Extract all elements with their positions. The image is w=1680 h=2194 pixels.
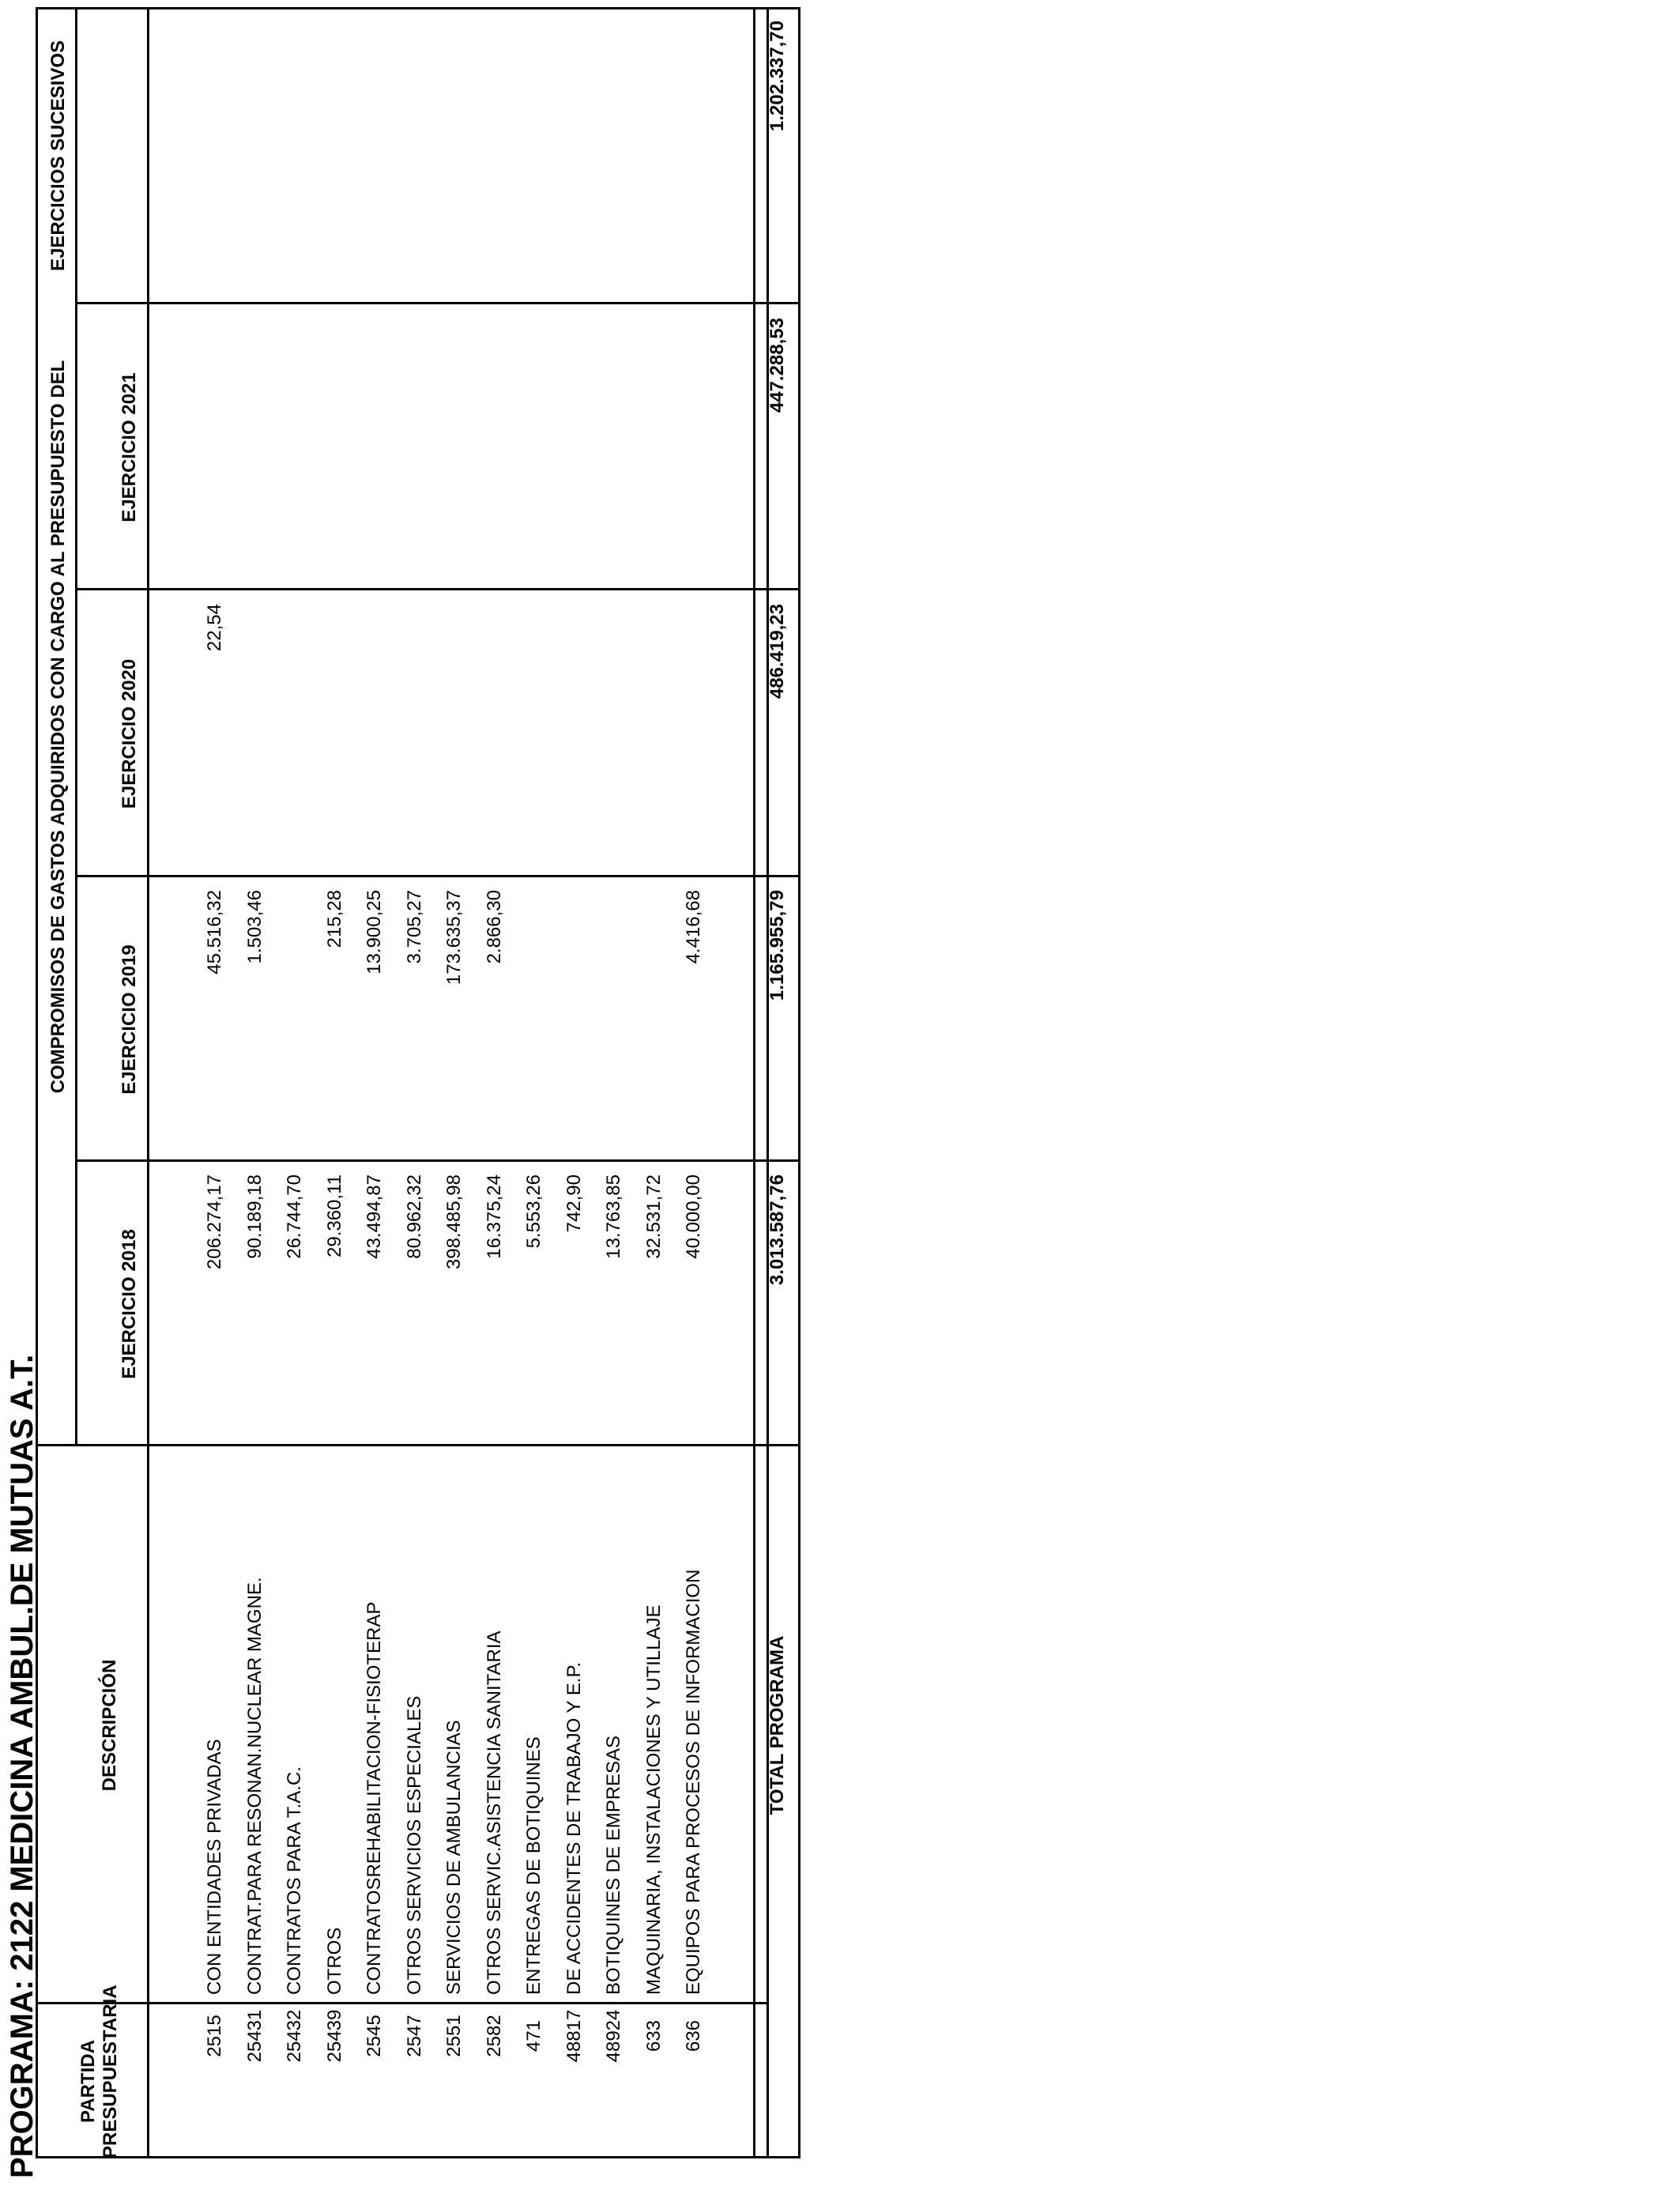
value-2019: 3.705,27	[404, 890, 425, 964]
partida-code: 471	[523, 2019, 544, 2053]
description: CONTRATOS PARA T.A.C.	[284, 1766, 305, 1995]
header-descripcion: DESCRIPCIÓN	[99, 1659, 120, 1792]
total-label: TOTAL PROGRAMA	[767, 1635, 788, 1815]
value-2018: 29.360,11	[324, 1174, 345, 1257]
description: DE ACCIDENTES DE TRABAJO Y E.P.	[563, 1661, 585, 1995]
description: CONTRAT.PARA RESONAN.NUCLEAR MAGNE.	[244, 1577, 266, 1995]
partida-code: 2582	[484, 2015, 505, 2057]
partida-code: 25439	[324, 2009, 345, 2063]
total-2020: 486.419,23	[767, 604, 788, 699]
partida-code: 25432	[284, 2009, 305, 2063]
value-2018: 742,90	[563, 1174, 585, 1233]
total-2019: 1.165.955,79	[767, 890, 788, 1001]
value-2018: 32.531,72	[643, 1174, 665, 1259]
value-2018: 13.763,85	[603, 1174, 624, 1259]
header-compromisos: COMPROMISOS DE GASTOS ADQUIRIDOS CON CARGO AL PRESUPUESTO DEL	[47, 360, 69, 1094]
header-2018: EJERCICIO 2018	[119, 1229, 140, 1379]
value-2019: 173.635,37	[443, 890, 465, 986]
value-2018: 90.189,18	[244, 1174, 266, 1259]
partida-code: 2547	[404, 2015, 425, 2057]
partida-code: 48924	[603, 2009, 624, 2063]
value-2019: 45.516,32	[204, 890, 225, 974]
partida-code: 2551	[443, 2015, 465, 2057]
description: EQUIPOS PARA PROCESOS DE INFORMACION	[683, 1569, 704, 1995]
description: ENTREGAS DE BOTIQUINES	[523, 1736, 544, 1995]
description: CON ENTIDADES PRIVADAS	[204, 1739, 225, 1995]
value-2018: 43.494,87	[363, 1174, 385, 1259]
partida-code: 48817	[563, 2009, 585, 2063]
description: OTROS SERVICIOS ESPECIALES	[404, 1695, 425, 1995]
value-2018: 206.274,17	[204, 1174, 225, 1270]
description: MAQUINARIA, INSTALACIONES Y UTILLAJE	[643, 1604, 665, 1995]
total-2021: 447.288,53	[767, 318, 788, 413]
partida-code: 2545	[363, 2015, 385, 2057]
value-2018: 398.485,98	[443, 1174, 465, 1270]
description: CONTRATOSREHABILITACION-FISIOTERAP	[363, 1601, 385, 1995]
value-2020: 22,54	[204, 604, 225, 652]
value-2019: 4.416,68	[683, 890, 704, 964]
value-2019: 1.503,46	[244, 890, 266, 964]
description: SERVICIOS DE AMBULANCIAS	[443, 1720, 465, 1995]
total-sucesivos: 1.202.337,70	[767, 21, 788, 132]
description: OTROS SERVIC.ASISTENCIA SANITARIA	[484, 1630, 505, 1995]
value-2019: 215,28	[324, 890, 345, 948]
value-2018: 40.000,00	[683, 1174, 704, 1259]
value-2019: 2.866,30	[484, 890, 505, 964]
header-sucesivos: EJERCICIOS SUCESIVOS	[47, 40, 69, 272]
value-2018: 16.375,24	[484, 1174, 505, 1259]
total-2018: 3.013.587,76	[767, 1174, 788, 1286]
description: BOTIQUINES DE EMPRESAS	[603, 1735, 624, 1995]
value-2018: 5.553,26	[523, 1174, 544, 1249]
value-2018: 80.962,32	[404, 1174, 425, 1259]
description: OTROS	[324, 1927, 345, 1995]
header-partida: PARTIDA PRESUPUESTARIA	[77, 1985, 121, 2158]
header-2021: EJERCICIO 2021	[119, 372, 140, 522]
page-title: PROGRAMA: 2122 MEDICINA AMBUL.DE MUTUAS A.T.	[5, 1354, 40, 2178]
partida-code: 636	[683, 2019, 704, 2053]
value-2019: 13.900,25	[363, 890, 385, 974]
partida-code: 633	[643, 2019, 665, 2053]
partida-code: 25431	[244, 2009, 266, 2063]
header-2020: EJERCICIO 2020	[119, 658, 140, 809]
value-2018: 26.744,70	[284, 1174, 305, 1259]
partida-code: 2515	[204, 2015, 225, 2057]
header-2019: EJERCICIO 2019	[119, 944, 140, 1095]
